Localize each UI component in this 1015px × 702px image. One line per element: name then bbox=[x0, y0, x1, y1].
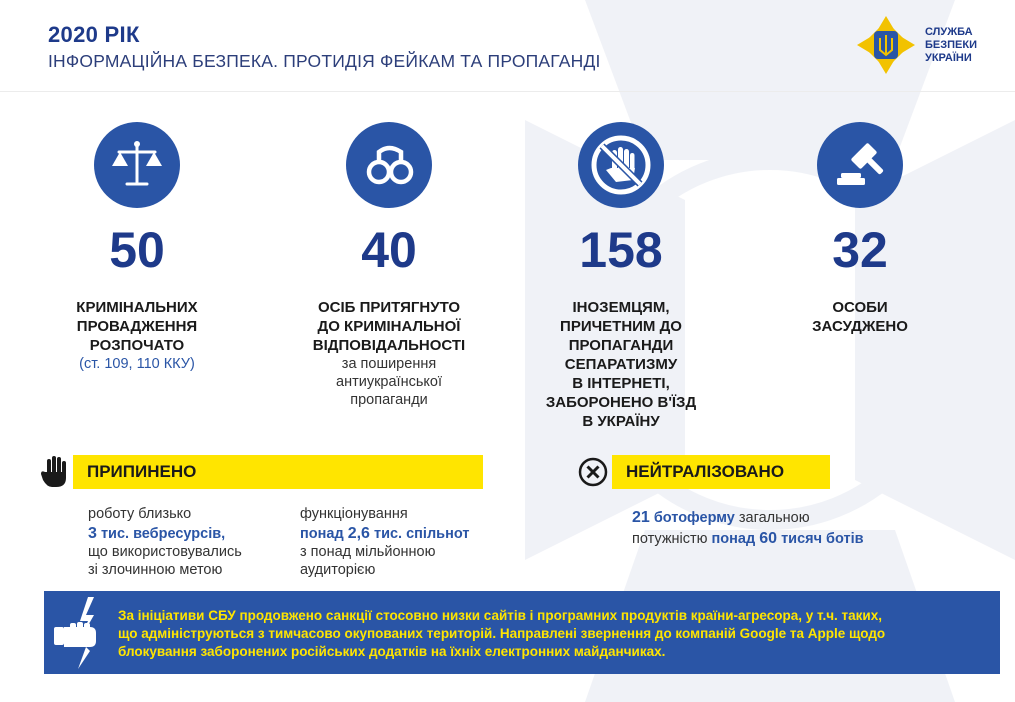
neutralized-x-icon bbox=[577, 456, 609, 488]
gavel-icon bbox=[817, 122, 903, 208]
stat-criminal-cases bbox=[22, 122, 252, 373]
stat-label: КРИМІНАЛЬНИХ ПРОВАДЖЕННЯ РОЗПОЧАТО bbox=[76, 299, 198, 354]
logo-text: СЛУЖБА БЕЗПЕКИ УКРАЇНИ bbox=[925, 26, 977, 64]
stat-number: 50 bbox=[109, 222, 165, 278]
header bbox=[0, 0, 1015, 92]
stat-label: ІНОЗЕМЦЯМ, ПРИЧЕТНИМ ДО ПРОПАГАНДИ СЕПАРАТИЗМУ В ІНТЕРНЕТІ, ЗАБОРОНЕНО В'ЇЗД В УКРАЇНУ bbox=[545, 299, 697, 430]
stopped-banner: ПРИПИНЕНО bbox=[73, 455, 483, 489]
stopped-communities-text: функціонування понад 2,6 тис. спільнот з понад мільйонною аудиторією bbox=[300, 506, 470, 578]
footer-text: За ініціативи СБУ продовжено санкції стосовно низки сайтів і програмних продуктів країни-агресора, у т.ч. таких, що адмініструються з тимчасово окупованих територій. Направлені звернення до компаній Google та Apple щодо блокування заборонених російських додатків на їхніх електронних майданчиках. bbox=[118, 608, 886, 659]
neutralized-bots-text: 21 ботоферму загальною потужністю понад 60 тисяч ботів bbox=[632, 509, 864, 547]
stop-hand-icon bbox=[40, 454, 70, 488]
handcuffs-icon bbox=[346, 122, 432, 208]
stat-label: ОСОБИ ЗАСУДЖЕНО bbox=[812, 299, 908, 335]
fist-lightning-icon bbox=[50, 595, 120, 670]
stat-number: 158 bbox=[579, 222, 663, 278]
sanctions-footer bbox=[44, 591, 1000, 674]
stat-sublabel: (ст. 109, 110 ККУ) bbox=[79, 356, 195, 372]
stat-convicted bbox=[745, 122, 975, 336]
stopped-websites-text: роботу близько 3 тис. вебресурсів, що використовувались зі злочинною метою bbox=[88, 506, 242, 578]
page-subtitle: ІНФОРМАЦІЙНА БЕЗПЕКА. ПРОТИДІЯ ФЕЙКАМ ТА ПРОПАГАНДІ bbox=[48, 51, 601, 71]
no-entry-hand-icon bbox=[578, 122, 664, 208]
page-title: 2020 РІК bbox=[48, 22, 140, 47]
stat-number: 40 bbox=[361, 222, 417, 278]
neutralized-banner: НЕЙТРАЛІЗОВАНО bbox=[612, 455, 830, 489]
stat-number: 32 bbox=[832, 222, 888, 278]
stat-sublabel: за поширення антиукраїнської пропаганди bbox=[336, 356, 442, 408]
sbu-logo-icon bbox=[855, 14, 917, 76]
stat-label: ОСІБ ПРИТЯГНУТО ДО КРИМІНАЛЬНОЇ ВІДПОВІДАЛЬНОСТІ bbox=[312, 299, 466, 354]
scales-icon bbox=[94, 122, 180, 208]
stat-foreigners-banned bbox=[506, 122, 736, 431]
stat-persons-prosecuted bbox=[274, 122, 504, 409]
